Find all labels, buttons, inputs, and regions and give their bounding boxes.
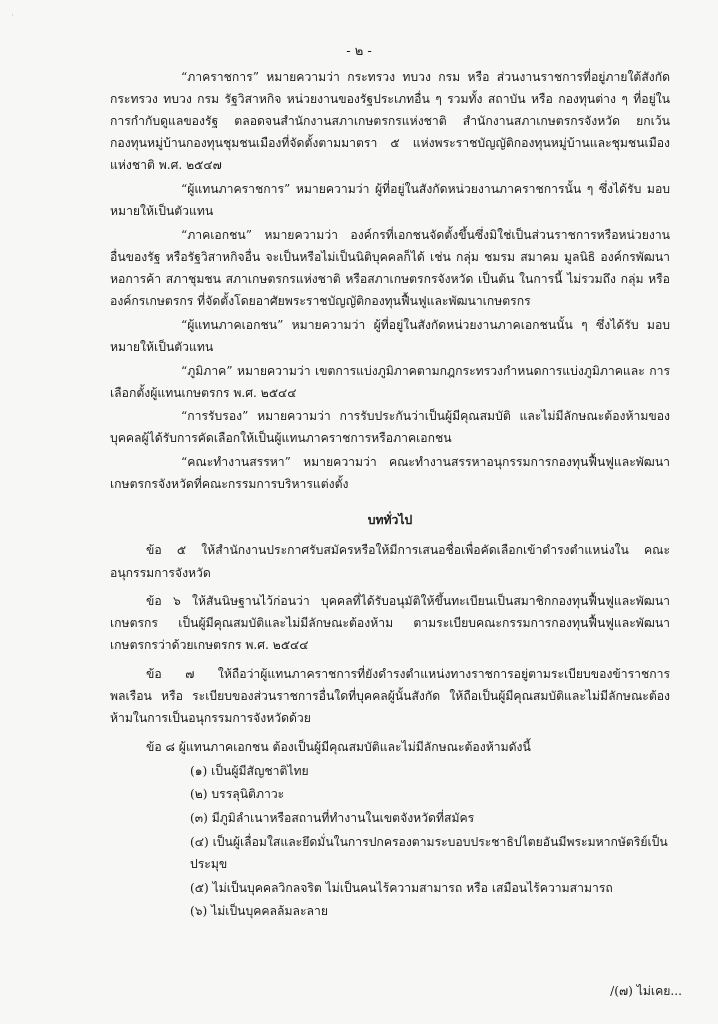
list-item: (๓) มีภูมิลำเนาหรือสถานที่ทำงานในเขตจังหวัดที่สมัคร bbox=[190, 811, 475, 826]
clause-6: ข้อ ๖ ให้สันนิษฐานไว้ก่อนว่า บุคคลที่ได้รับอนุมัติให้ขึ้นทะเบียนเป็นสมาชิกกองทุนฟื้นฟูและพัฒนา เกษตรกร เป็นผู้มีคุณสมบัติและไม่มีลักษณะต้องห้าม ตามระเบียบคณะกรรมการกองทุนฟื้นฟูและพัฒนาเกษตรกรว่าด้วยเกษตรกร พ.ศ. ๒๕๔๔ bbox=[110, 594, 670, 653]
definition-government-representative: “ผู้แทนภาคราชการ” หมายความว่า ผู้ที่อยู่ในสังกัดหน่วยงานภาคราชการนั้น ๆ ซึ่งได้รับ มอบหมายให้เป็นตัวแทน bbox=[110, 182, 671, 219]
clause-8: ข้อ ๘ ผู้แทนภาคเอกชน ต้องเป็นผู้มีคุณสมบัติและไม่มีลักษณะต้องห้ามดังนี้ bbox=[146, 739, 531, 754]
clause-5: ข้อ ๕ ให้สำนักงานประกาศรับสมัครหรือให้มีการเสนอชื่อเพื่อคัดเลือกเข้าดำรงตำแหน่งใน คณะอนุกรรมการจังหวัด bbox=[110, 543, 670, 580]
section-heading: บททั่วไป bbox=[367, 513, 413, 528]
list-item: (๒) บรรลุนิติภาวะ bbox=[190, 787, 285, 802]
list-item: (๕) ไม่เป็นบุคคลวิกลจริต ไม่เป็นคนไร้ความสามารถ หรือ เสมือนไร้ความสามารถ bbox=[190, 880, 613, 895]
list-item: (๖) ไม่เป็นบุคคลล้มละลาย bbox=[190, 904, 328, 919]
scan-corner-mark: ˙ bbox=[10, 14, 15, 25]
definition-certification: “การรับรอง” หมายความว่า การรับประกันว่าเป็นผู้มีคุณสมบัติ และไม่มีลักษณะต้องห้ามของ บุคคลผู้ได้รับการคัดเลือกให้เป็นผู้แทนภาคราชการหรือภาคเอกชน bbox=[110, 409, 670, 446]
definition-government-sector: “ภาคราชการ” หมายความว่า กระทรวง ทบวง กรม หรือ ส่วนงานราชการที่อยู่ภายใต้สังกัด กระทรวง ทบวง กรม รัฐวิสาหกิจ หน่วยงานของรัฐประเภทอื่น ๆ รวมทั้ง สถาบัน หรือ กองทุนต่าง ๆ ที่อยู่ในการกำกับดูแลของรัฐ ตลอดจนสำนักงานสภาเกษตรกรแห่งชาติ สำนักงานสภาเกษตรกรจังหวัด ยกเว้น กองทุนหมู่บ้านกองทุนชุมชนเมืองที่จัดตั้งตามมาตรา ๕ แห่งพระราชบัญญัติกองทุนหมู่บ้านและชุมชนเมืองแห่งชาติ พ.ศ. ๒๕๔๗ bbox=[110, 70, 670, 173]
list-item: (๑) เป็นผู้มีสัญชาติไทย bbox=[190, 763, 309, 778]
definition-private-sector: “ภาคเอกชน” หมายความว่า องค์กรที่เอกชนจัดตั้งขึ้นซึ่งมิใช่เป็นส่วนราชการหรือหน่วยงาน อื่นของรัฐ หรือรัฐวิสาหกิจอื่น จะเป็นหรือไม่เป็นนิติบุคคลก็ได้ เช่น กลุ่ม ชมรม สมาคม มูลนิธิ องค์กรพัฒนาหอการค้า สภาชุมชน สภาเกษตรกรแห่งชาติ หรือสภาเกษตรกรจังหวัด เป็นต้น ในการนี้ ไม่รวมถึง กลุ่ม หรือองค์กรเกษตรกร ที่จัดตั้งโดยอาศัยพระราชบัญญัติกองทุนฟื้นฟูและพัฒนาเกษตรกร bbox=[110, 227, 670, 309]
list-item: (๔) เป็นผู้เลื่อมใสและยึดมั่นในการปกครองตามระบอบประชาธิปไตยอันมีพระมหากษัตริย์เป็นประมุข bbox=[190, 834, 668, 871]
document-body bbox=[110, 66, 670, 924]
clause-7: ข้อ ๗ ให้ถือว่าผู้แทนภาคราชการที่ยังดำรงตำแหน่งทางราชการอยู่ตามระเบียบของข้าราชการพลเรือน หรือ ระเบียบของส่วนราชการอื่นใดที่บุคคลผู้นั้นสังกัด ให้ถือเป็นผู้มีคุณสมบัติและไม่มีลักษณะต้องห้ามในการเป็นอนุกรรมการจังหวัดด้วย bbox=[110, 667, 671, 726]
definition-private-representative: “ผู้แทนภาคเอกชน” หมายความว่า ผู้ที่อยู่ในสังกัดหน่วยงานภาคเอกชนนั้น ๆ ซึ่งได้รับ มอบหมายให้เป็นตัวแทน bbox=[110, 317, 670, 354]
definition-region: “ภูมิภาค” หมายความว่า เขตการแบ่งภูมิภาคตามกฎกระทรวงกำหนดการแบ่งภูมิภาคและ การเลือกตั้งผู้แทนเกษตรกร พ.ศ. ๒๕๔๔ bbox=[110, 363, 670, 400]
definition-recruitment-committee: “คณะทำงานสรรหา” หมายความว่า คณะทำงานสรรหาอนุกรรมการกองทุนฟื้นฟูและพัฒนา เกษตรกรจังหวัดที่คณะกรรมการบริหารแต่งตั้ง bbox=[110, 455, 670, 492]
page-number: - ๒ - bbox=[346, 44, 372, 59]
continuation-footer: /(๗) ไม่เคย... bbox=[610, 984, 682, 998]
